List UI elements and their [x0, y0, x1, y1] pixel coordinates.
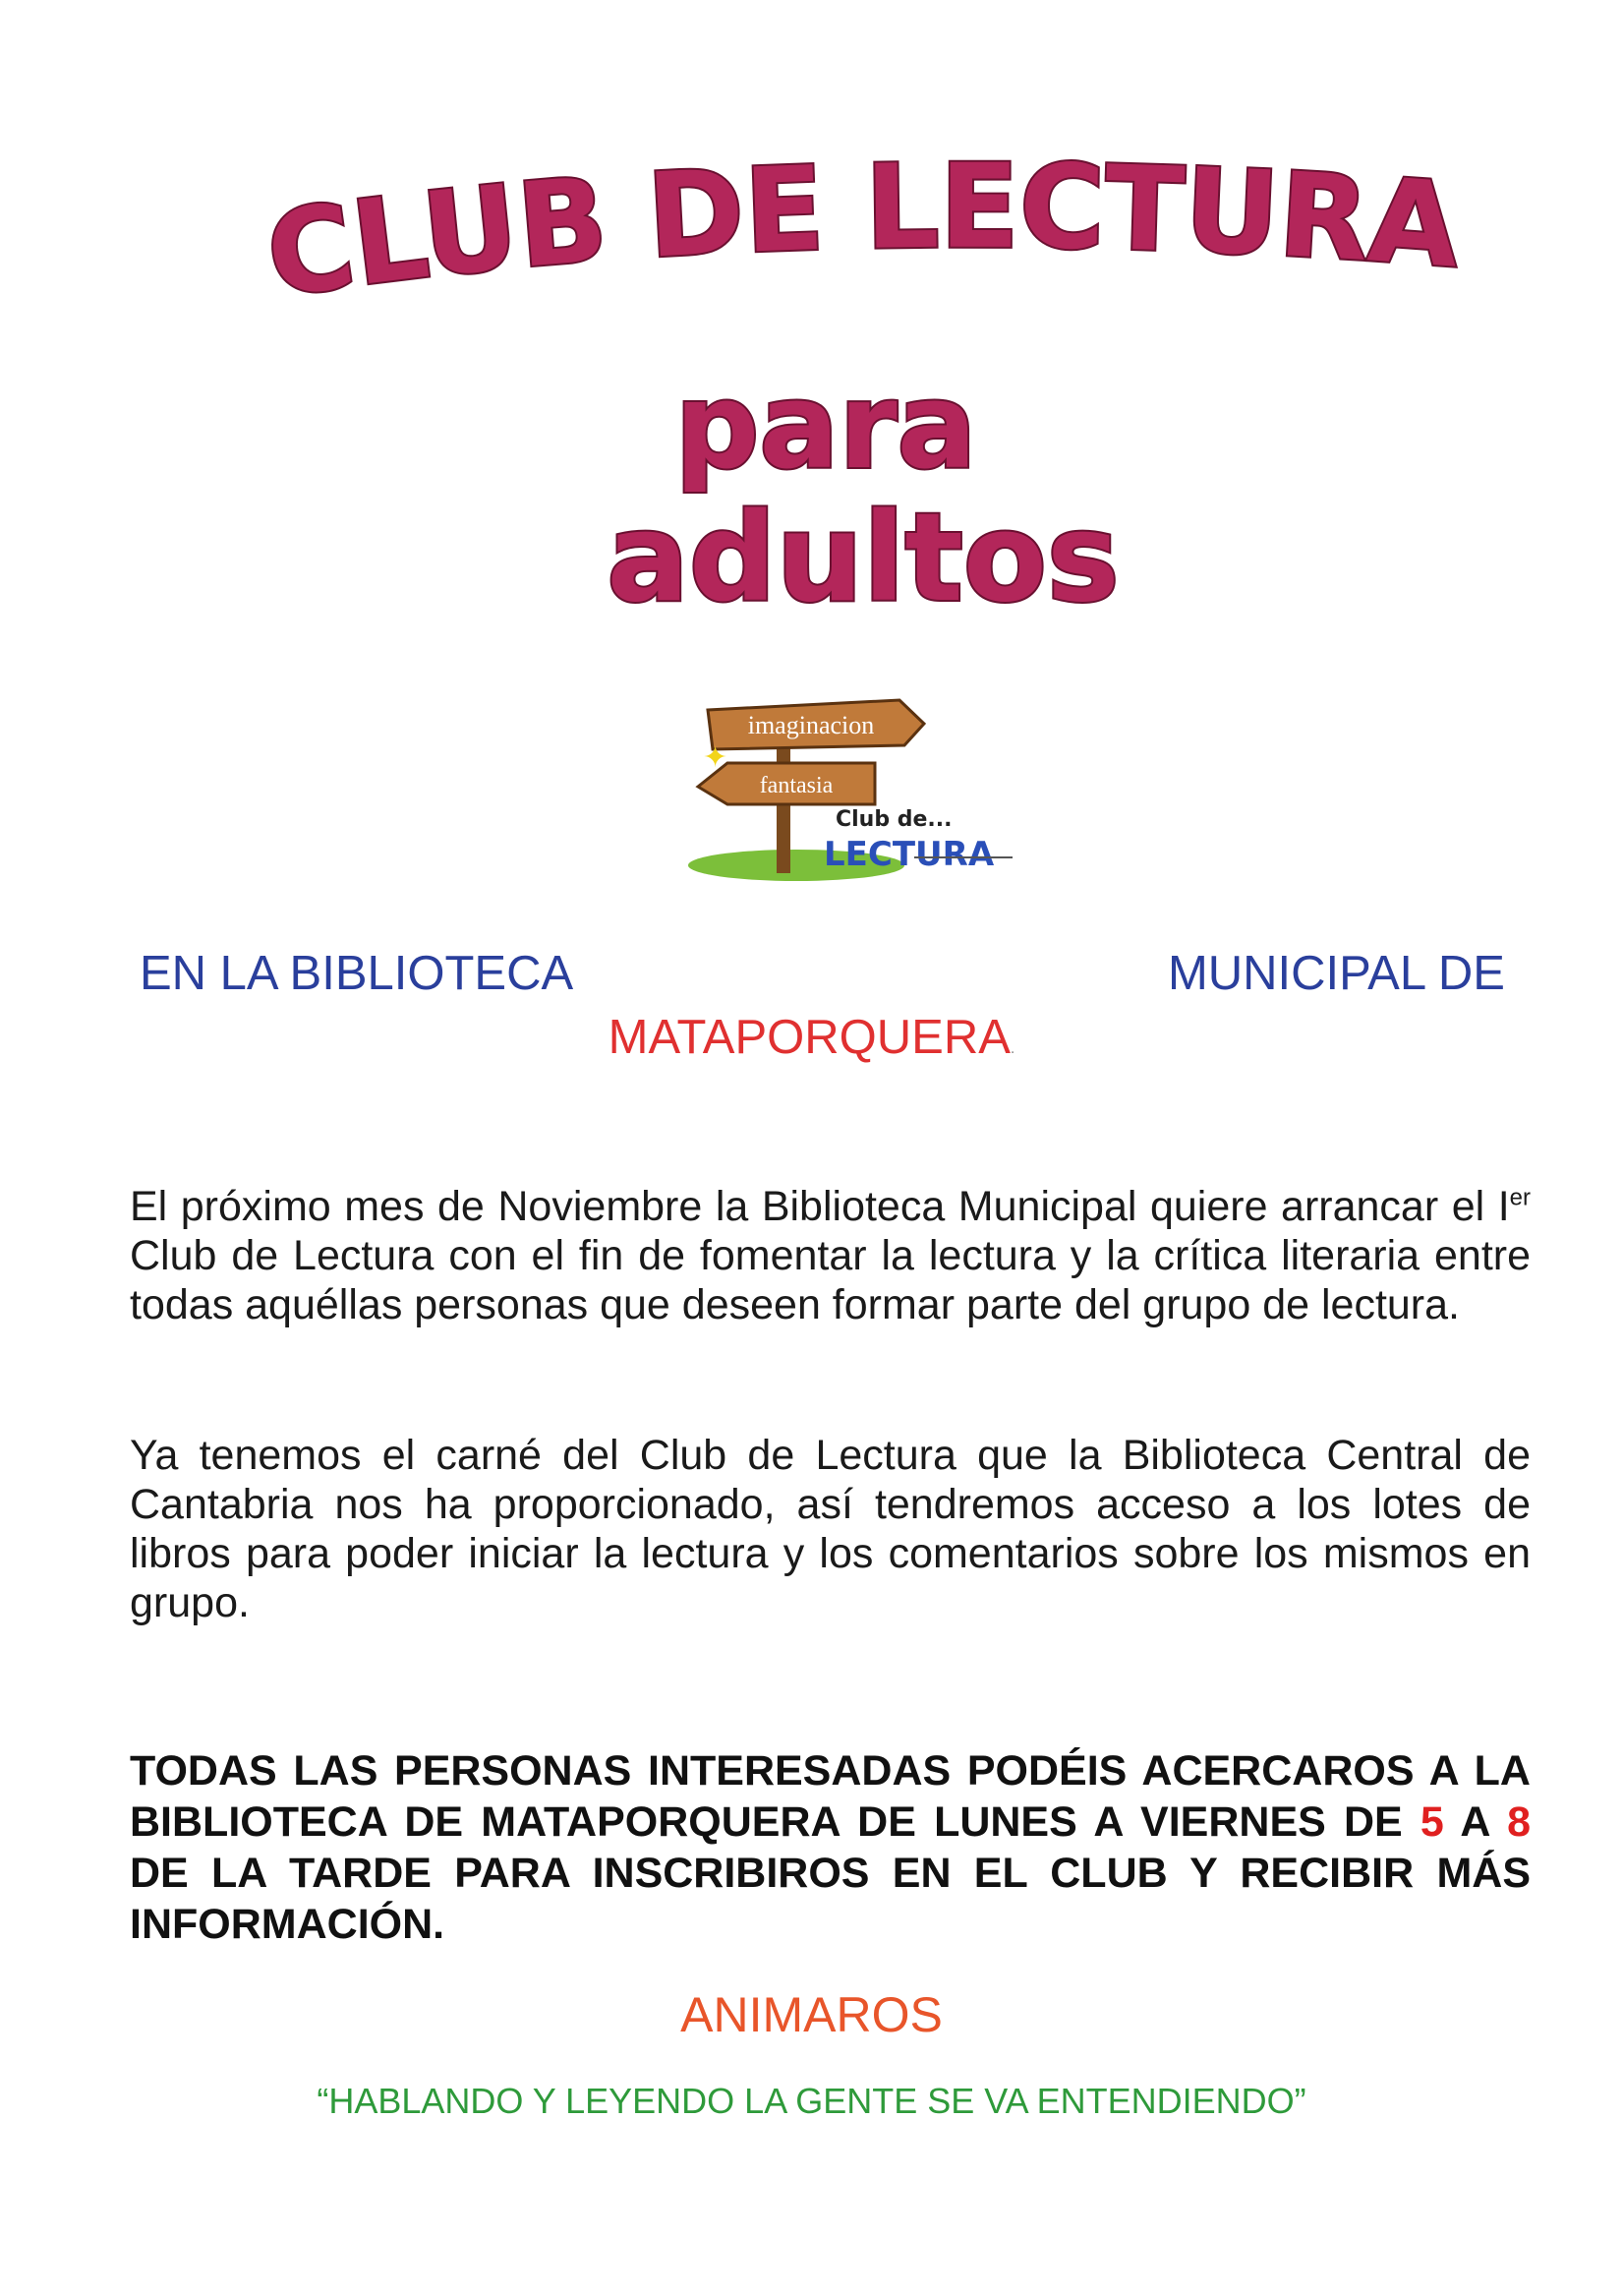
ordinal-number: I — [1497, 1183, 1510, 1230]
poster-title — [0, 147, 1623, 629]
location-part-2: MUNICIPAL DE — [1167, 947, 1505, 1000]
hour-end: 8 — [1507, 1798, 1531, 1846]
paragraph-intro-text-2: Club de Lectura con el fin de fomentar la lectura y la crítica literaria entre todas aquéllas personas que deseen formar parte del grupo de lectura. — [130, 1232, 1531, 1328]
town-name: MATAPORQUERA — [608, 1011, 1011, 1064]
ordinal-suffix: er — [1509, 1184, 1531, 1211]
logo-sign-bottom-text: fantasia — [759, 773, 834, 798]
town-dot: . — [1010, 1040, 1015, 1057]
location-part-1: EN LA BIBLIOTECA — [140, 947, 574, 1000]
location-town — [0, 1010, 1623, 1065]
motto-text: “HABLANDO Y LEYENDO LA GENTE SE VA ENTENDIENDO” — [317, 2081, 1306, 2121]
hour-start: 5 — [1420, 1798, 1444, 1846]
info-text-1: TODAS LAS PERSONAS INTERESADAS PODÉIS ACERCAROS A LA BIBLIOTECA DE MATAPORQUERA DE LUNES A VIERNES DE — [130, 1747, 1531, 1846]
title-line-3: adultos — [607, 488, 1120, 629]
paragraph-intro-text-1: El próximo mes de Noviembre la Biblioteca Municipal quiere arrancar el — [130, 1183, 1498, 1230]
logo-caption-1: Club de... — [836, 807, 953, 832]
logo-sign-top-text: imaginacion — [747, 711, 875, 739]
info-paragraph — [130, 1745, 1531, 1950]
star-icon: ✦ — [703, 741, 728, 774]
club-logo — [678, 688, 1052, 885]
title-line-1: CLUB DE LECTURA — [259, 147, 1464, 324]
title-line-2: para — [674, 359, 977, 496]
logo-caption-2: LECTURA — [824, 835, 995, 874]
paragraph-card: Ya tenemos el carné del Club de Lectura que la Biblioteca Central de Cantabria nos ha proporcionado, así tendremos acceso a los lotes de libros para poder iniciar la lectura y los comentarios sobre los mismos en grupo. — [130, 1432, 1531, 1626]
paragraph-intro — [130, 1182, 1531, 1329]
info-text-2: A — [1443, 1798, 1508, 1846]
info-text-3: DE LA TARDE PARA INSCRIBIROS EN EL CLUB Y RECIBIR MÁS INFORMACIÓN. — [130, 1850, 1531, 1948]
cheer-text: ANIMAROS — [680, 1987, 943, 2042]
